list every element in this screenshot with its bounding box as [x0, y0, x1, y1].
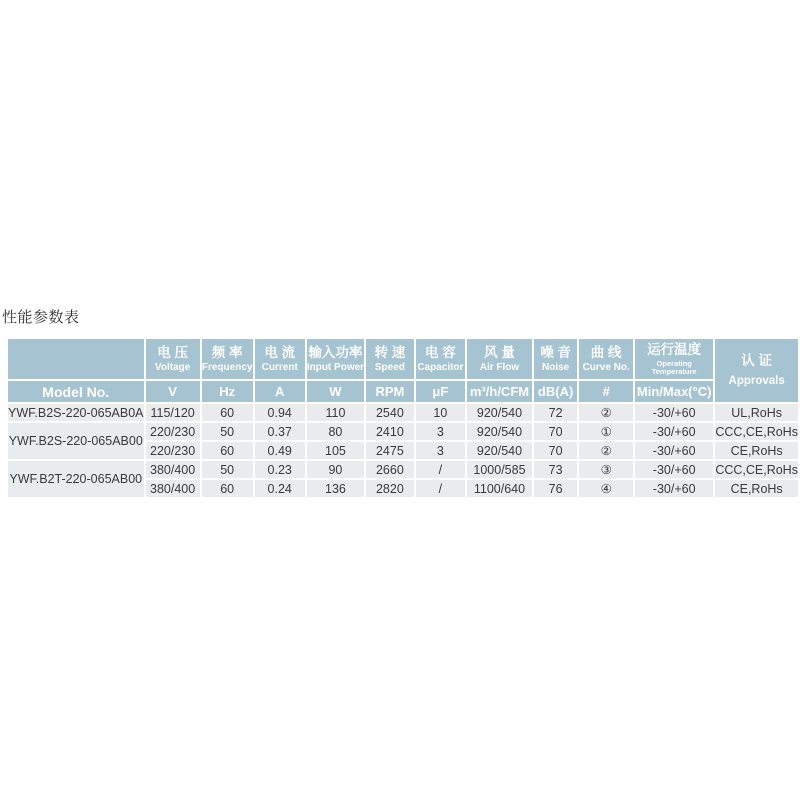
header-row-units	[7, 380, 799, 403]
unit-speed: RPM	[365, 380, 415, 403]
col-header-curve-no-en: Curve No.	[582, 362, 630, 374]
spec-table	[6, 337, 800, 499]
model-no-header: Model No.	[7, 380, 145, 403]
curve-no-cell: ①	[578, 422, 634, 441]
capacitor-cell: /	[415, 460, 466, 479]
header-row-groups	[7, 338, 799, 380]
speed-cell: 2475	[365, 441, 415, 460]
frequency-cell: 60	[201, 403, 254, 422]
col-header-operating-temperature-zh: 运行温度	[647, 342, 702, 358]
current-cell: 0.94	[254, 403, 306, 422]
col-header-noise-zh: 噪 音	[540, 344, 571, 360]
col-header-noise-en: Noise	[542, 362, 570, 374]
operating-temperature-cell: -30/+60	[634, 422, 714, 441]
operating-temperature-cell: -30/+60	[634, 460, 714, 479]
speed-cell: 2410	[365, 422, 415, 441]
approvals-cell: CE,RoHs	[714, 479, 799, 498]
col-header-input-power-zh: 输入功率	[308, 344, 363, 360]
col-header-capacitor-en: Capacitor	[417, 362, 464, 374]
current-cell: 0.23	[254, 460, 306, 479]
page-title: 性能参数表	[2, 309, 80, 326]
col-header-operating-temperature	[634, 338, 714, 380]
current-cell: 0.37	[254, 422, 306, 441]
curve-no-cell: ④	[578, 479, 634, 498]
capacitor-cell: 3	[415, 422, 466, 441]
approvals-cell: CCC,CE,RoHs	[714, 422, 799, 441]
frequency-cell: 50	[201, 422, 254, 441]
input-power-cell: 80	[306, 422, 365, 441]
col-header-air-flow-zh: 风 量	[484, 344, 515, 360]
noise-cell: 76	[533, 479, 578, 498]
noise-cell: 73	[533, 460, 578, 479]
col-header-curve-no	[578, 338, 634, 380]
air-flow-cell: 920/540	[466, 441, 533, 460]
approvals-cell: UL,RoHs	[714, 403, 799, 422]
unit-capacitor: μF	[415, 380, 466, 403]
unit-current: A	[254, 380, 306, 403]
col-header-speed	[365, 338, 415, 380]
approvals-cell: CCC,CE,RoHs	[714, 460, 799, 479]
unit-noise: dB(A)	[533, 380, 578, 403]
voltage-cell: 220/230	[145, 422, 201, 441]
col-header-frequency-zh: 频 率	[211, 344, 243, 360]
col-header-input-power-en: Input Power	[306, 362, 365, 374]
air-flow-cell: 1000/585	[466, 460, 533, 479]
curve-no-cell: ③	[578, 460, 634, 479]
unit-input-power: W	[306, 380, 365, 403]
speed-cell: 2660	[365, 460, 415, 479]
noise-cell: 70	[533, 422, 578, 441]
model-no-cell: YWF.B2T-220-065AB00	[7, 460, 145, 498]
table-row	[7, 460, 799, 479]
approvals-cell: CE,RoHs	[714, 441, 799, 460]
col-header-noise	[533, 338, 578, 380]
col-header-approvals-en: Approvals	[728, 375, 785, 388]
col-header-curve-no-zh: 曲 线	[590, 344, 622, 360]
input-power-cell: 110	[306, 403, 365, 422]
curve-no-cell: ②	[578, 403, 634, 422]
curve-no-cell: ②	[578, 441, 634, 460]
unit-frequency: Hz	[201, 380, 254, 403]
col-header-capacitor-zh: 电 容	[424, 344, 456, 360]
col-header-voltage-zh: 电 压	[157, 344, 188, 360]
model-no-cell: YWF.B2S-220-065AB00	[7, 422, 145, 460]
air-flow-cell: 920/540	[466, 422, 533, 441]
frequency-cell: 50	[201, 460, 254, 479]
unit-air-flow: m³/h/CFM	[466, 380, 533, 403]
current-cell: 0.49	[254, 441, 306, 460]
current-cell: 0.24	[254, 479, 306, 498]
model-no-cell: YWF.B2S-220-065AB0A	[7, 403, 145, 422]
col-header-frequency-en: Frequency	[201, 362, 253, 374]
col-header-current-zh: 电 流	[264, 344, 296, 360]
noise-cell: 70	[533, 441, 578, 460]
capacitor-cell: 3	[415, 441, 466, 460]
voltage-cell: 220/230	[145, 441, 201, 460]
air-flow-cell: 920/540	[466, 403, 533, 422]
voltage-cell: 380/400	[145, 479, 201, 498]
col-header-approvals	[714, 338, 799, 403]
capacitor-cell: 10	[415, 403, 466, 422]
speed-cell: 2820	[365, 479, 415, 498]
capacitor-cell: /	[415, 479, 466, 498]
col-header-operating-temperature-en: Operating Temperature	[651, 359, 697, 376]
noise-cell: 72	[533, 403, 578, 422]
voltage-cell: 115/120	[145, 403, 201, 422]
operating-temperature-cell: -30/+60	[634, 403, 714, 422]
col-header-frequency	[201, 338, 254, 380]
col-header-air-flow-en: Air Flow	[479, 362, 520, 374]
col-header-current-en: Current	[261, 362, 298, 374]
operating-temperature-cell: -30/+60	[634, 479, 714, 498]
speed-cell: 2540	[365, 403, 415, 422]
table-row	[7, 422, 799, 441]
col-header-air-flow	[466, 338, 533, 380]
air-flow-cell: 1100/640	[466, 479, 533, 498]
frequency-cell: 60	[201, 479, 254, 498]
col-header-speed-zh: 转 速	[374, 344, 406, 360]
table-row	[7, 403, 799, 422]
col-header-voltage	[145, 338, 201, 380]
model-header-spacer	[7, 338, 145, 380]
input-power-cell: 105	[306, 441, 365, 460]
col-header-input-power	[306, 338, 365, 380]
col-header-voltage-en: Voltage	[154, 362, 191, 374]
unit-operating-temperature: Min/Max(°C)	[634, 380, 714, 403]
input-power-cell: 90	[306, 460, 365, 479]
frequency-cell: 60	[201, 441, 254, 460]
voltage-cell: 380/400	[145, 460, 201, 479]
operating-temperature-cell: -30/+60	[634, 441, 714, 460]
unit-voltage: V	[145, 380, 201, 403]
input-power-cell: 136	[306, 479, 365, 498]
col-header-approvals-zh: 认 证	[741, 353, 773, 369]
col-header-current	[254, 338, 306, 380]
col-header-capacitor	[415, 338, 466, 380]
col-header-speed-en: Speed	[374, 362, 405, 374]
unit-curve-no: #	[578, 380, 634, 403]
